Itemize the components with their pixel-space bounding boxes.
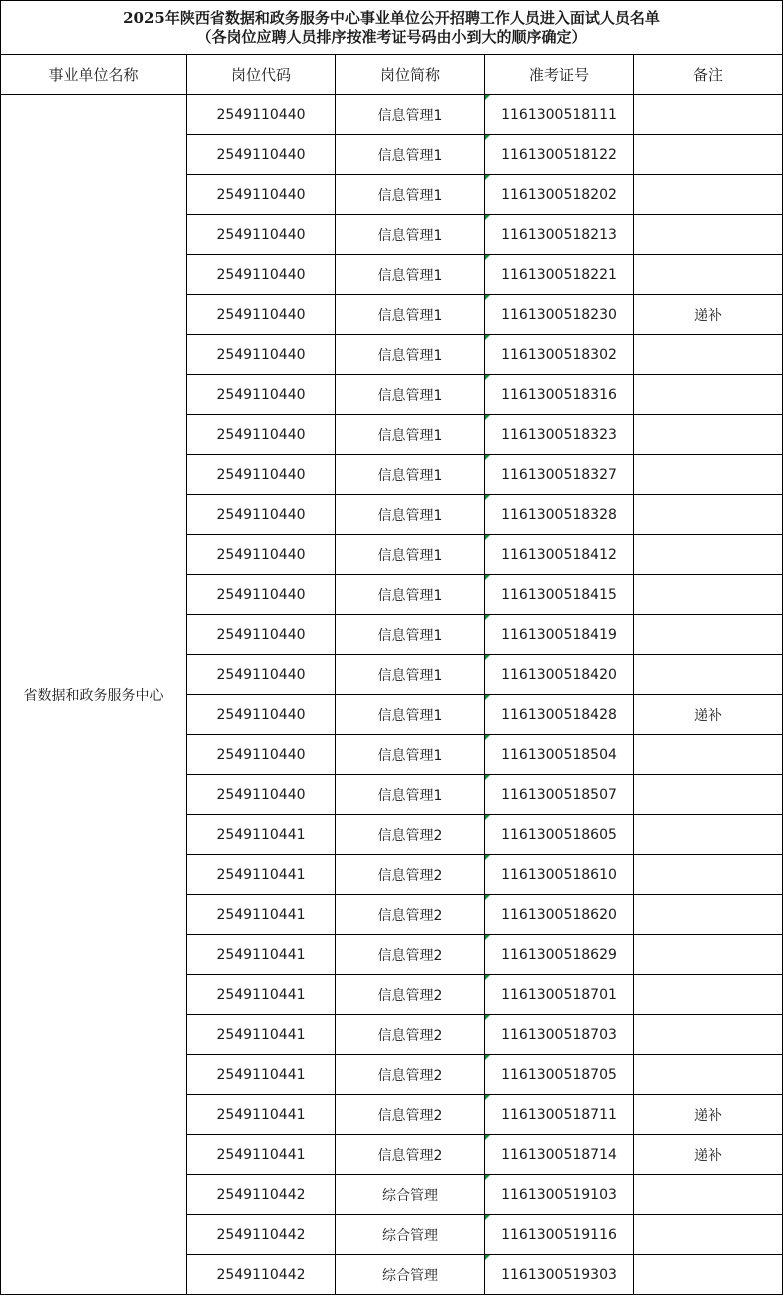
remark-cell — [634, 255, 783, 295]
post-short-name-cell: 信息管理2 — [336, 895, 485, 935]
post-code-cell: 2549110440 — [187, 615, 336, 655]
post-code-cell: 2549110441 — [187, 975, 336, 1015]
post-short-name-cell: 信息管理1 — [336, 255, 485, 295]
remark-cell — [634, 335, 783, 375]
post-short-name-cell: 信息管理1 — [336, 215, 485, 255]
post-short-name-cell: 信息管理2 — [336, 1055, 485, 1095]
post-code-cell: 2549110441 — [187, 895, 336, 935]
post-code-cell: 2549110440 — [187, 255, 336, 295]
remark-cell — [634, 415, 783, 455]
remark-cell — [634, 935, 783, 975]
title-line-1: 2025年陕西省数据和政务服务中心事业单位公开招聘工作人员进入面试人员名单 — [123, 8, 660, 27]
ticket-number-cell: 1161300518419 — [485, 615, 634, 655]
post-code-cell: 2549110440 — [187, 535, 336, 575]
ticket-number-cell: 1161300518610 — [485, 855, 634, 895]
remark-cell — [634, 815, 783, 855]
ticket-number-cell: 1161300518230 — [485, 295, 634, 335]
header-ticket-number: 准考证号 — [485, 55, 634, 95]
post-code-cell: 2549110440 — [187, 295, 336, 335]
ticket-number-cell: 1161300518701 — [485, 975, 634, 1015]
remark-cell — [634, 775, 783, 815]
post-code-cell: 2549110441 — [187, 1135, 336, 1175]
ticket-number-cell: 1161300518213 — [485, 215, 634, 255]
ticket-number-cell: 1161300518323 — [485, 415, 634, 455]
ticket-number-cell: 1161300518302 — [485, 335, 634, 375]
post-code-cell: 2549110440 — [187, 135, 336, 175]
post-code-cell: 2549110440 — [187, 215, 336, 255]
remark-cell: 递补 — [634, 1095, 783, 1135]
header-remark: 备注 — [634, 55, 783, 95]
post-short-name-cell: 信息管理1 — [336, 735, 485, 775]
ticket-number-cell: 1161300518629 — [485, 935, 634, 975]
ticket-number-cell: 1161300518705 — [485, 1055, 634, 1095]
remark-cell — [634, 895, 783, 935]
post-short-name-cell: 信息管理1 — [336, 655, 485, 695]
remark-cell: 递补 — [634, 295, 783, 335]
remark-cell — [634, 455, 783, 495]
ticket-number-cell: 1161300518415 — [485, 575, 634, 615]
table-body — [1, 95, 783, 1295]
post-short-name-cell: 信息管理1 — [336, 615, 485, 655]
post-code-cell: 2549110441 — [187, 815, 336, 855]
post-short-name-cell: 信息管理1 — [336, 455, 485, 495]
ticket-number-cell: 1161300518504 — [485, 735, 634, 775]
ticket-number-cell: 1161300518714 — [485, 1135, 634, 1175]
post-code-cell: 2549110440 — [187, 335, 336, 375]
post-code-cell: 2549110440 — [187, 415, 336, 455]
post-short-name-cell: 信息管理1 — [336, 775, 485, 815]
remark-cell — [634, 135, 783, 175]
remark-cell — [634, 215, 783, 255]
remark-cell — [634, 1215, 783, 1255]
post-code-cell: 2549110440 — [187, 375, 336, 415]
post-code-cell: 2549110440 — [187, 175, 336, 215]
ticket-number-cell: 1161300518327 — [485, 455, 634, 495]
post-code-cell: 2549110440 — [187, 735, 336, 775]
ticket-number-cell: 1161300518328 — [485, 495, 634, 535]
remark-cell — [634, 855, 783, 895]
post-short-name-cell: 信息管理2 — [336, 1135, 485, 1175]
post-code-cell: 2549110441 — [187, 1055, 336, 1095]
post-short-name-cell: 信息管理1 — [336, 175, 485, 215]
post-code-cell: 2549110440 — [187, 655, 336, 695]
post-short-name-cell: 信息管理1 — [336, 95, 485, 135]
post-short-name-cell: 信息管理2 — [336, 1015, 485, 1055]
ticket-number-cell: 1161300519103 — [485, 1175, 634, 1215]
ticket-number-cell: 1161300518111 — [485, 95, 634, 135]
unit-name-cell: 省数据和政务服务中心 — [1, 95, 187, 1295]
post-short-name-cell: 信息管理1 — [336, 375, 485, 415]
post-code-cell: 2549110441 — [187, 1095, 336, 1135]
post-code-cell: 2549110441 — [187, 855, 336, 895]
title-line-2: （各岗位应聘人员排序按准考证号码由小到大的顺序确定） — [196, 27, 587, 46]
remark-cell — [634, 1055, 783, 1095]
header-row — [1, 55, 783, 95]
ticket-number-cell: 1161300518428 — [485, 695, 634, 735]
remark-cell — [634, 975, 783, 1015]
post-short-name-cell: 信息管理1 — [336, 575, 485, 615]
post-code-cell: 2549110440 — [187, 495, 336, 535]
post-short-name-cell: 信息管理1 — [336, 535, 485, 575]
ticket-number-cell: 1161300518711 — [485, 1095, 634, 1135]
title-row — [1, 1, 783, 55]
post-short-name-cell: 信息管理1 — [336, 495, 485, 535]
remark-cell — [634, 615, 783, 655]
ticket-number-cell: 1161300518605 — [485, 815, 634, 855]
remark-cell — [634, 1015, 783, 1055]
remark-cell: 递补 — [634, 1135, 783, 1175]
post-short-name-cell: 综合管理 — [336, 1215, 485, 1255]
post-short-name-cell: 信息管理2 — [336, 815, 485, 855]
ticket-number-cell: 1161300519116 — [485, 1215, 634, 1255]
remark-cell — [634, 1175, 783, 1215]
document-title — [1, 1, 783, 55]
post-code-cell: 2549110442 — [187, 1255, 336, 1295]
ticket-number-cell: 1161300518412 — [485, 535, 634, 575]
ticket-number-cell: 1161300518703 — [485, 1015, 634, 1055]
post-short-name-cell: 信息管理1 — [336, 295, 485, 335]
remark-cell: 递补 — [634, 695, 783, 735]
ticket-number-cell: 1161300518221 — [485, 255, 634, 295]
post-code-cell: 2549110440 — [187, 95, 336, 135]
remark-cell — [634, 575, 783, 615]
post-short-name-cell: 信息管理2 — [336, 1095, 485, 1135]
post-code-cell: 2549110441 — [187, 935, 336, 975]
post-short-name-cell: 信息管理1 — [336, 695, 485, 735]
ticket-number-cell: 1161300518122 — [485, 135, 634, 175]
header-post-code: 岗位代码 — [187, 55, 336, 95]
post-short-name-cell: 综合管理 — [336, 1175, 485, 1215]
post-short-name-cell: 综合管理 — [336, 1255, 485, 1295]
post-code-cell: 2549110440 — [187, 575, 336, 615]
ticket-number-cell: 1161300518620 — [485, 895, 634, 935]
post-short-name-cell: 信息管理1 — [336, 415, 485, 455]
table-row — [1, 95, 783, 135]
post-short-name-cell: 信息管理1 — [336, 335, 485, 375]
post-short-name-cell: 信息管理2 — [336, 935, 485, 975]
ticket-number-cell: 1161300518202 — [485, 175, 634, 215]
ticket-number-cell: 1161300518420 — [485, 655, 634, 695]
header-unit-name: 事业单位名称 — [1, 55, 187, 95]
ticket-number-cell: 1161300518316 — [485, 375, 634, 415]
remark-cell — [634, 735, 783, 775]
remark-cell — [634, 175, 783, 215]
remark-cell — [634, 495, 783, 535]
header-post-short-name: 岗位简称 — [336, 55, 485, 95]
remark-cell — [634, 1255, 783, 1295]
remark-cell — [634, 375, 783, 415]
post-short-name-cell: 信息管理2 — [336, 855, 485, 895]
remark-cell — [634, 535, 783, 575]
remark-cell — [634, 655, 783, 695]
ticket-number-cell: 1161300518507 — [485, 775, 634, 815]
post-code-cell: 2549110442 — [187, 1215, 336, 1255]
post-code-cell: 2549110440 — [187, 455, 336, 495]
ticket-number-cell: 1161300519303 — [485, 1255, 634, 1295]
post-code-cell: 2549110440 — [187, 775, 336, 815]
post-code-cell: 2549110442 — [187, 1175, 336, 1215]
remark-cell — [634, 95, 783, 135]
post-short-name-cell: 信息管理1 — [336, 135, 485, 175]
post-code-cell: 2549110441 — [187, 1015, 336, 1055]
post-short-name-cell: 信息管理2 — [336, 975, 485, 1015]
post-code-cell: 2549110440 — [187, 695, 336, 735]
